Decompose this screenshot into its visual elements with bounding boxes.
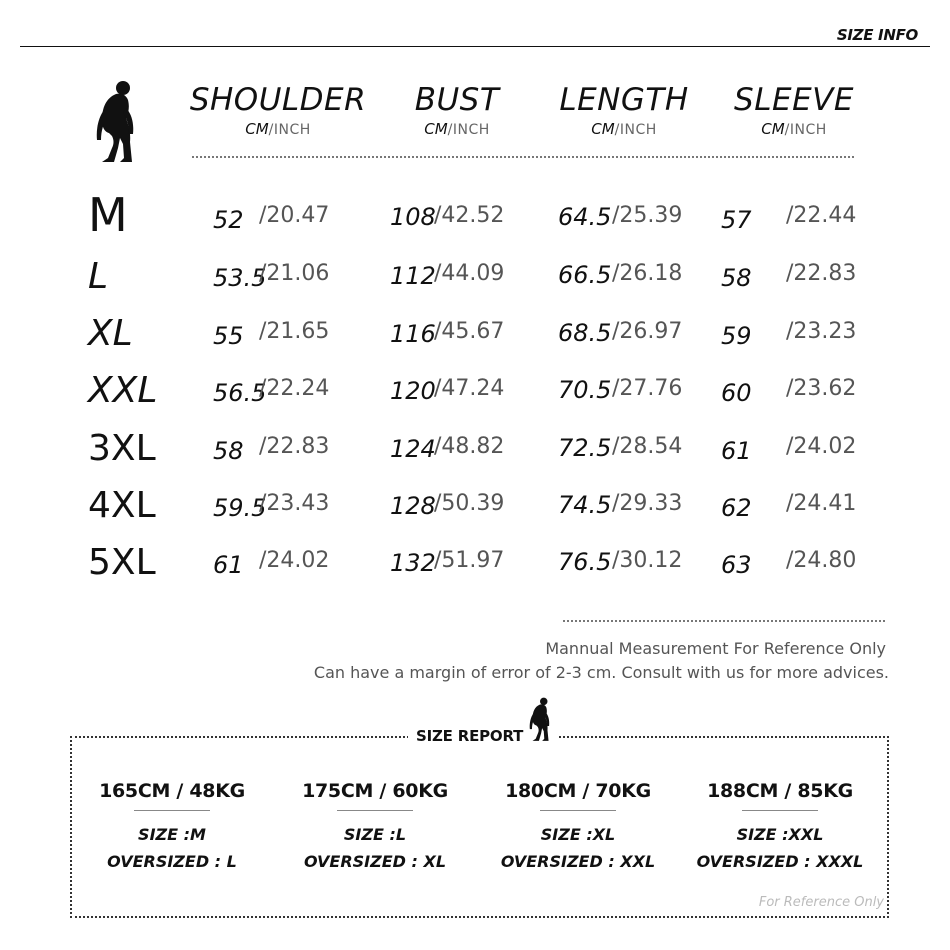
unit-sep: /: [614, 122, 620, 138]
bust-cm: 116: [390, 320, 436, 348]
bust-inch: /42.52: [434, 203, 505, 228]
shoulder-cm: 55: [213, 322, 244, 350]
bust-inch: /47.24: [434, 376, 505, 401]
report-rule: [337, 810, 413, 811]
size-label: L: [88, 256, 109, 297]
report-measure: 188CM / 85KG: [707, 780, 853, 802]
shoulder-inch: /22.83: [259, 434, 330, 459]
column-title: SHOULDER: [189, 82, 367, 118]
size-label: 5XL: [88, 542, 156, 583]
shoulder-inch: /22.24: [259, 376, 330, 401]
unit-sep: /: [268, 122, 274, 138]
sleeve-cm: 63: [721, 551, 752, 579]
sleeve-inch: /23.23: [786, 319, 857, 344]
size-label: 3XL: [88, 428, 156, 469]
report-rule: [742, 810, 818, 811]
sleeve-inch: /24.80: [786, 548, 857, 573]
report-rule: [540, 810, 616, 811]
report-item-1: [72, 780, 272, 871]
bust-cm: 132: [390, 549, 436, 577]
unit-sep: /: [447, 122, 453, 138]
size-report-title: SIZE REPORT: [416, 727, 524, 745]
sleeve-cm: 61: [721, 437, 752, 465]
report-measure: 175CM / 60KG: [302, 780, 448, 802]
shoulder-inch: /20.47: [259, 203, 330, 228]
sleeve-cm: 59: [721, 322, 752, 350]
sleeve-inch: /24.02: [786, 434, 857, 459]
size-label: 4XL: [88, 485, 156, 526]
length-inch: /26.97: [612, 319, 683, 344]
unit-cm: CM: [424, 120, 448, 138]
column-unit: [552, 120, 696, 138]
shoulder-cm: 58: [213, 437, 244, 465]
column-unit: [724, 120, 864, 138]
ape-figure-icon: [527, 696, 553, 742]
length-inch: /26.18: [612, 261, 683, 286]
sleeve-cm: 60: [721, 379, 752, 407]
report-oversized: OVERSIZED : XXXL: [696, 852, 864, 871]
unit-cm: CM: [245, 120, 269, 138]
size-label: XL: [88, 313, 133, 354]
report-size: SIZE :L: [343, 825, 407, 844]
report-oversized: OVERSIZED : XXL: [500, 852, 656, 871]
length-cm: 70.5: [558, 376, 612, 404]
ape-figure-icon: [92, 78, 140, 164]
sleeve-inch: /22.83: [786, 261, 857, 286]
report-size: SIZE :XXL: [736, 825, 824, 844]
report-size: SIZE :XL: [540, 825, 616, 844]
report-item-4: [680, 780, 880, 871]
shoulder-inch: /24.02: [259, 548, 330, 573]
sleeve-cm: 57: [721, 206, 752, 234]
bust-inch: /50.39: [434, 491, 505, 516]
report-item-3: [478, 780, 678, 871]
shoulder-cm: 52: [213, 206, 244, 234]
margin-of-error-note: Can have a margin of error of 2-3 cm. Consult with us for more advices.: [313, 663, 889, 682]
length-cm: 66.5: [558, 261, 612, 289]
column-title: BUST: [414, 82, 500, 118]
shoulder-inch: /21.06: [259, 261, 330, 286]
column-title: SLEEVE: [734, 82, 854, 118]
header-dotted-divider: [192, 156, 854, 158]
report-size: SIZE :M: [138, 825, 206, 844]
bust-inch: /44.09: [434, 261, 505, 286]
report-item-2: [275, 780, 475, 871]
column-title: LENGTH: [559, 82, 689, 118]
top-rule: [20, 46, 930, 47]
column-header-sleeve: [724, 82, 864, 138]
bust-cm: 120: [390, 377, 436, 405]
unit-inch: INCH: [452, 122, 490, 138]
column-header-shoulder: [186, 82, 370, 138]
length-cm: 72.5: [558, 434, 612, 462]
column-header-length: [552, 82, 696, 138]
sleeve-inch: /23.62: [786, 376, 857, 401]
shoulder-cm: 53.5: [213, 264, 267, 292]
sleeve-cm: 58: [721, 264, 752, 292]
sleeve-cm: 62: [721, 494, 752, 522]
shoulder-cm: 61: [213, 551, 244, 579]
report-measure: 165CM / 48KG: [99, 780, 245, 802]
bust-cm: 108: [390, 203, 436, 231]
unit-cm: CM: [591, 120, 615, 138]
shoulder-cm: 59.5: [213, 494, 267, 522]
bust-inch: /45.67: [434, 319, 505, 344]
column-header-bust: [392, 82, 522, 138]
reference-footnote: For Reference Only: [758, 895, 884, 910]
report-oversized: OVERSIZED : XL: [303, 852, 447, 871]
length-cm: 68.5: [558, 319, 612, 347]
size-info-title: SIZE INFO: [836, 26, 918, 44]
length-inch: /29.33: [612, 491, 683, 516]
length-inch: /25.39: [612, 203, 683, 228]
unit-sep: /: [784, 122, 790, 138]
bust-cm: 112: [390, 262, 436, 290]
bust-cm: 124: [390, 435, 436, 463]
sleeve-inch: /24.41: [786, 491, 857, 516]
bust-inch: /51.97: [434, 548, 505, 573]
length-cm: 74.5: [558, 491, 612, 519]
size-label: M: [88, 188, 128, 242]
length-cm: 64.5: [558, 203, 612, 231]
unit-inch: INCH: [273, 122, 311, 138]
length-inch: /30.12: [612, 548, 683, 573]
shoulder-inch: /23.43: [259, 491, 330, 516]
report-measure: 180CM / 70KG: [505, 780, 651, 802]
unit-inch: INCH: [789, 122, 827, 138]
length-inch: /27.76: [612, 376, 683, 401]
length-cm: 76.5: [558, 548, 612, 576]
size-label: XXL: [88, 370, 158, 411]
bust-cm: 128: [390, 492, 436, 520]
measurement-note: Mannual Measurement For Reference Only: [545, 639, 886, 658]
unit-inch: INCH: [619, 122, 657, 138]
shoulder-inch: /21.65: [259, 319, 330, 344]
unit-cm: CM: [761, 120, 785, 138]
bust-inch: /48.82: [434, 434, 505, 459]
notes-dotted-divider: [563, 620, 885, 622]
report-oversized: OVERSIZED : L: [107, 852, 237, 871]
column-unit: [186, 120, 370, 138]
sleeve-inch: /22.44: [786, 203, 857, 228]
report-rule: [134, 810, 210, 811]
length-inch: /28.54: [612, 434, 683, 459]
column-unit: [392, 120, 522, 138]
shoulder-cm: 56.5: [213, 379, 267, 407]
